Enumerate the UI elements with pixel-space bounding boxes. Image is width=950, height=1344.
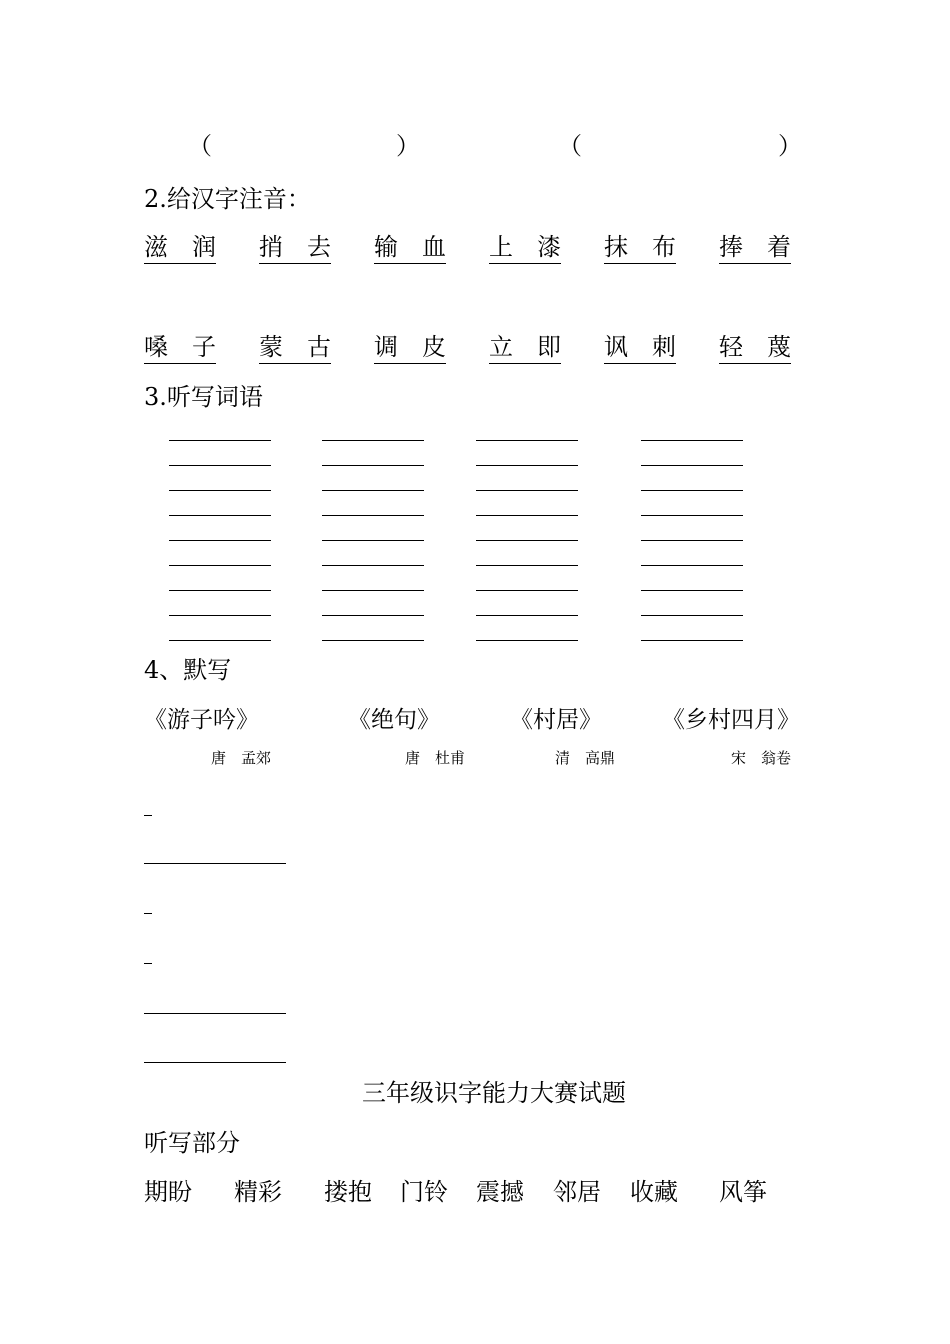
section-3-title: 3.听写词语 bbox=[144, 383, 263, 411]
dictation-blank-line bbox=[641, 540, 743, 541]
dictation-blank-line bbox=[476, 515, 578, 516]
section-2-title: 2.给汉字注音： bbox=[144, 185, 311, 213]
dictation-blank-line bbox=[322, 590, 424, 591]
word-r2-6: 轻 蔑 bbox=[719, 333, 791, 364]
dictation-blank-line bbox=[169, 565, 271, 566]
dictation-blank-line bbox=[476, 640, 578, 641]
contest-word-2: 精彩 bbox=[234, 1178, 282, 1206]
contest-word-5: 震撼 bbox=[476, 1178, 524, 1206]
dictation-blank-line bbox=[641, 440, 743, 441]
dictation-blank-line bbox=[476, 565, 578, 566]
dictation-blank-line bbox=[476, 615, 578, 616]
dictation-blank-line bbox=[322, 640, 424, 641]
contest-title: 三年级识字能力大赛试题 bbox=[362, 1079, 626, 1107]
dictation-blank-line bbox=[169, 640, 271, 641]
dictation-blank-line bbox=[322, 515, 424, 516]
poem-author-1: 唐 孟郊 bbox=[211, 749, 272, 767]
answer-dash bbox=[144, 815, 152, 816]
answer-dash bbox=[144, 913, 152, 914]
contest-word-1: 期盼 bbox=[144, 1178, 192, 1206]
word-r2-1: 嗓 子 bbox=[144, 333, 216, 364]
word-r1-6: 捧 着 bbox=[719, 233, 791, 264]
answer-dash bbox=[144, 963, 152, 964]
dictation-blank-line bbox=[169, 590, 271, 591]
dictation-blank-line bbox=[322, 465, 424, 466]
dictation-blank-line bbox=[322, 490, 424, 491]
dictation-blank-line bbox=[476, 540, 578, 541]
poem-author-3: 清 高鼎 bbox=[555, 749, 616, 767]
dictation-blank-line bbox=[641, 465, 743, 466]
dictation-blank-line bbox=[641, 515, 743, 516]
contest-word-8: 风筝 bbox=[719, 1178, 767, 1206]
poem-author-2: 唐 杜甫 bbox=[405, 749, 466, 767]
dictation-blank-line bbox=[641, 615, 743, 616]
dictation-blank-line bbox=[169, 490, 271, 491]
dictation-blank-line bbox=[322, 440, 424, 441]
dictation-blank-line bbox=[322, 565, 424, 566]
word-r1-2: 捎 去 bbox=[259, 233, 331, 264]
dictation-blank-line bbox=[476, 440, 578, 441]
dictation-blank-line bbox=[476, 490, 578, 491]
dictation-blank-line bbox=[322, 540, 424, 541]
word-r2-2: 蒙 古 bbox=[259, 333, 331, 364]
word-r1-5: 抹 布 bbox=[604, 233, 676, 264]
dictation-blank-line bbox=[641, 590, 743, 591]
poem-title-3: 《村居》 bbox=[510, 707, 602, 733]
dictation-blank-line bbox=[641, 565, 743, 566]
dictation-blank-line bbox=[169, 465, 271, 466]
dictation-blank-line bbox=[641, 640, 743, 641]
dictation-blank-line bbox=[641, 490, 743, 491]
section-4-title: 4、默写 bbox=[144, 656, 232, 684]
contest-word-3: 搂抱 bbox=[324, 1178, 372, 1206]
word-r2-4: 立 即 bbox=[489, 333, 561, 364]
poem-title-1: 《游子吟》 bbox=[144, 707, 259, 733]
dictation-blank-line bbox=[476, 590, 578, 591]
word-r2-5: 讽 刺 bbox=[604, 333, 676, 364]
paren-close-1: ） bbox=[396, 132, 420, 160]
poem-author-4: 宋 翁卷 bbox=[731, 749, 792, 767]
contest-word-6: 邻居 bbox=[553, 1178, 601, 1206]
poem-title-4: 《乡村四月》 bbox=[662, 707, 800, 733]
dictation-blank-line bbox=[169, 515, 271, 516]
answer-line bbox=[144, 863, 286, 864]
paren-open-2: （ bbox=[558, 132, 582, 160]
paren-close-2: ） bbox=[778, 132, 802, 160]
dictation-blank-line bbox=[169, 540, 271, 541]
dictation-blank-line bbox=[169, 440, 271, 441]
word-r1-4: 上 漆 bbox=[489, 233, 561, 264]
contest-word-7: 收藏 bbox=[630, 1178, 678, 1206]
dictation-blank-line bbox=[169, 615, 271, 616]
paren-open-1: （ bbox=[188, 132, 212, 160]
contest-part-title: 听写部分 bbox=[144, 1129, 240, 1157]
dictation-blank-line bbox=[476, 465, 578, 466]
word-r2-3: 调 皮 bbox=[374, 333, 446, 364]
answer-line bbox=[144, 1062, 286, 1063]
word-r1-3: 输 血 bbox=[374, 233, 446, 264]
dictation-blank-line bbox=[322, 615, 424, 616]
answer-line bbox=[144, 1013, 286, 1014]
poem-title-2: 《绝句》 bbox=[348, 707, 440, 733]
contest-word-4: 门铃 bbox=[400, 1178, 448, 1206]
word-r1-1: 滋 润 bbox=[144, 233, 216, 264]
